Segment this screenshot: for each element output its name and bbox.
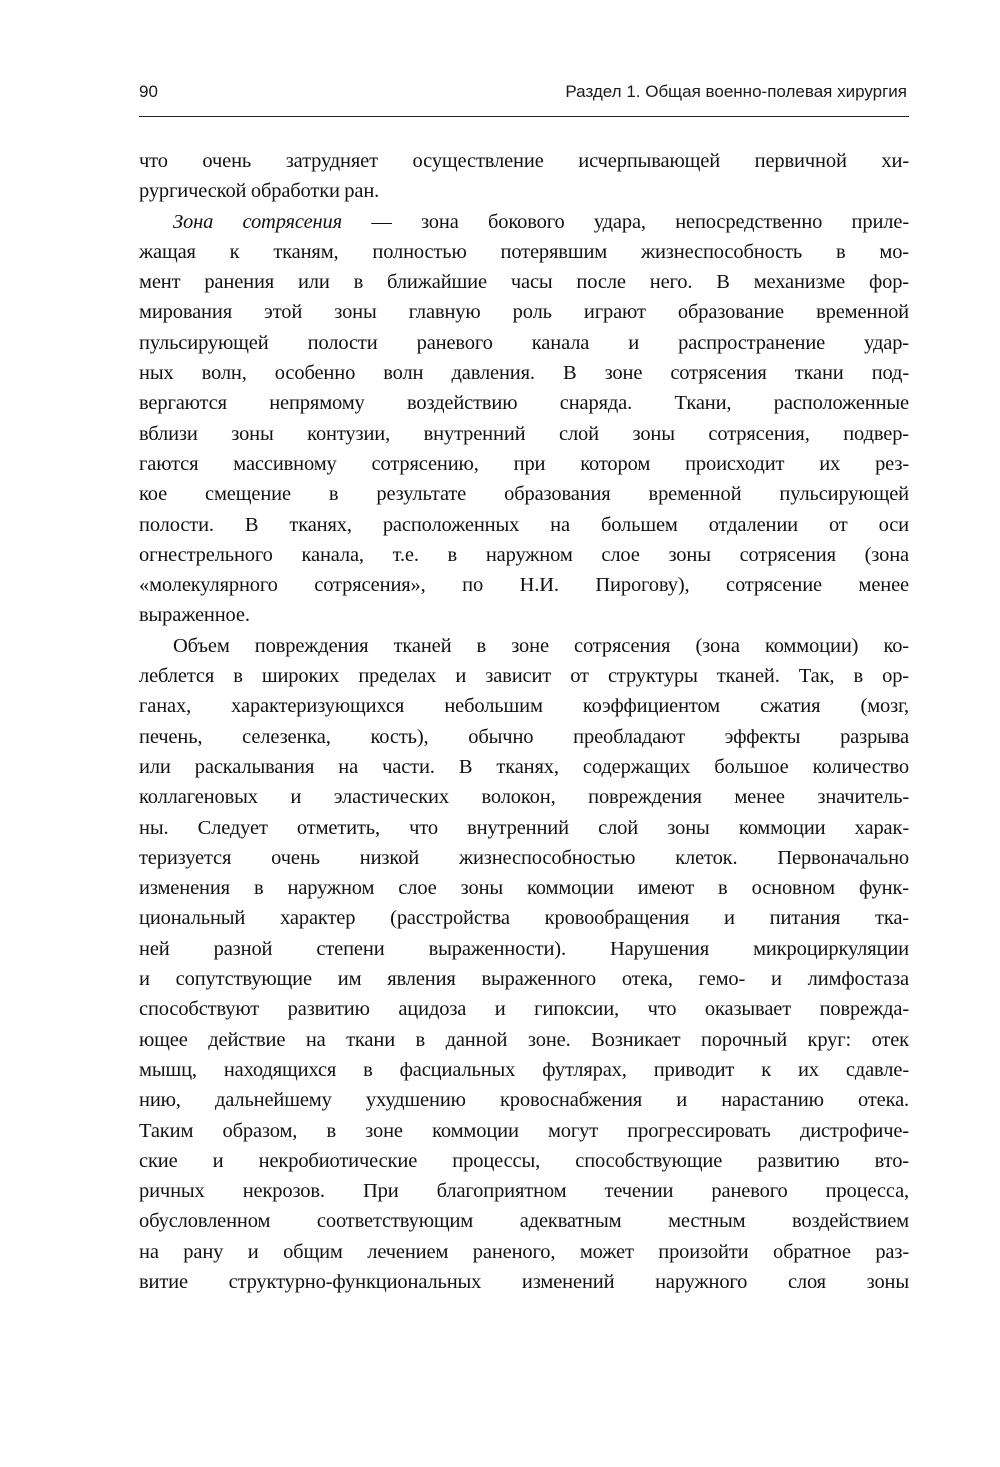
text-line: Таким образом, в зоне коммоции могут прогрессировать дистрофиче- <box>139 1119 909 1142</box>
text-line: леблется в широких пределах и зависит от структуры тканей. Так, в ор- <box>139 665 909 688</box>
text-line: гаются массивному сотрясению, при котором происходит их рез- <box>139 452 909 475</box>
paragraph-1 <box>139 146 909 207</box>
text-line: теризуется очень низкой жизнеспособностью клеток. Первоначально <box>139 846 909 869</box>
term-zona-sotryaseniya: Зона сотрясения <box>173 210 343 233</box>
text-line: способствуют развитию ацидоза и гипоксии, что оказывает поврежда- <box>139 998 909 1021</box>
text-line: выраженное. <box>139 604 250 627</box>
text-line: Объем повреждения тканей в зоне сотрясения (зона коммоции) ко- <box>173 634 909 657</box>
text-line: ганах, характеризующихся небольшим коэффициентом сжатия (мозг, <box>139 695 909 718</box>
text-line: вблизи зоны контузии, внутренний слой зоны сотрясения, подвер- <box>139 422 909 445</box>
paragraph-3 <box>139 631 909 1298</box>
text-line: мышц, находящихся в фасциальных футлярах, приводит к их сдавле- <box>139 1058 909 1081</box>
text-line: обусловленном соответствующим адекватным местным воздействием <box>139 1210 909 1233</box>
text-line: на рану и общим лечением раненого, может произойти обратное раз- <box>139 1240 909 1263</box>
text-line: ных волн, особенно волн давления. В зоне сотрясения ткани под- <box>139 362 909 385</box>
text-line: ней разной степени выраженности). Нарушения микроциркуляции <box>139 937 909 960</box>
text-line: циональный характер (расстройства кровообращения и питания тка- <box>139 907 909 930</box>
text-line: мирования этой зоны главную роль играют образование временной <box>139 301 909 324</box>
text-line: нию, дальнейшему ухудшению кровоснабжения и нарастанию отека. <box>139 1089 909 1112</box>
text-line: огнестрельного канала, т.е. в наружном слое зоны сотрясения (зона <box>139 543 909 566</box>
text-line: что очень затрудняет осуществление исчерпывающей первичной хи- <box>139 150 909 172</box>
text-line: мент ранения или в ближайшие часы после него. В механизме фор- <box>139 271 909 294</box>
running-title: Раздел 1. Общая военно-полевая хирургия <box>565 82 907 101</box>
text-line: изменения в наружном слое зоны коммоции имеют в основном функ- <box>139 877 909 900</box>
text-line: ющее действие на ткани в данной зоне. Возникает порочный круг: отек <box>139 1028 909 1051</box>
running-header <box>139 76 909 108</box>
text-line: ричных некрозов. При благоприятном течении раневого процесса, <box>139 1180 909 1203</box>
page-number: 90 <box>139 82 158 101</box>
text-line: коллагеновых и эластических волокон, повреждения менее значитель- <box>139 786 909 809</box>
body-text <box>139 146 909 1297</box>
text-line: пульсирующей полости раневого канала и распространение удар- <box>139 331 909 354</box>
paragraph-2 <box>139 207 909 631</box>
text-line: или раскалывания на части. В тканях, содержащих большое количество <box>139 755 909 778</box>
text-line-rest: — зона бокового удара, непосредственно приле- <box>342 210 909 233</box>
text-line: ские и некробиотические процессы, способствующие развитию вто- <box>139 1149 909 1172</box>
text-line: витие структурно-функциональных изменений наружного слоя зоны <box>139 1270 909 1293</box>
text-line: рургической обработки ран. <box>139 180 380 203</box>
text-line: кое смещение в результате образования временной пульсирующей <box>139 483 909 506</box>
text-line: полости. В тканях, расположенных на большем отдалении от оси <box>139 513 909 536</box>
text-line: жащая к тканям, полностью потерявшим жизнеспособность в мо- <box>139 240 909 263</box>
text-line: вергаются непрямому воздействию снаряда. Ткани, расположенные <box>139 392 909 415</box>
text-line: «молекулярного сотрясения», по Н.И. Пирогову), сотрясение менее <box>139 574 909 597</box>
text-line: и сопутствующие им явления выраженного отека, гемо- и лимфостаза <box>139 968 909 991</box>
header-rule <box>139 116 909 117</box>
text-line: ны. Следует отметить, что внутренний слой зоны коммоции харак- <box>139 816 909 839</box>
text-line: печень, селезенка, кость), обычно преобладают эффекты разрыва <box>139 725 909 748</box>
text-line <box>139 207 909 237</box>
